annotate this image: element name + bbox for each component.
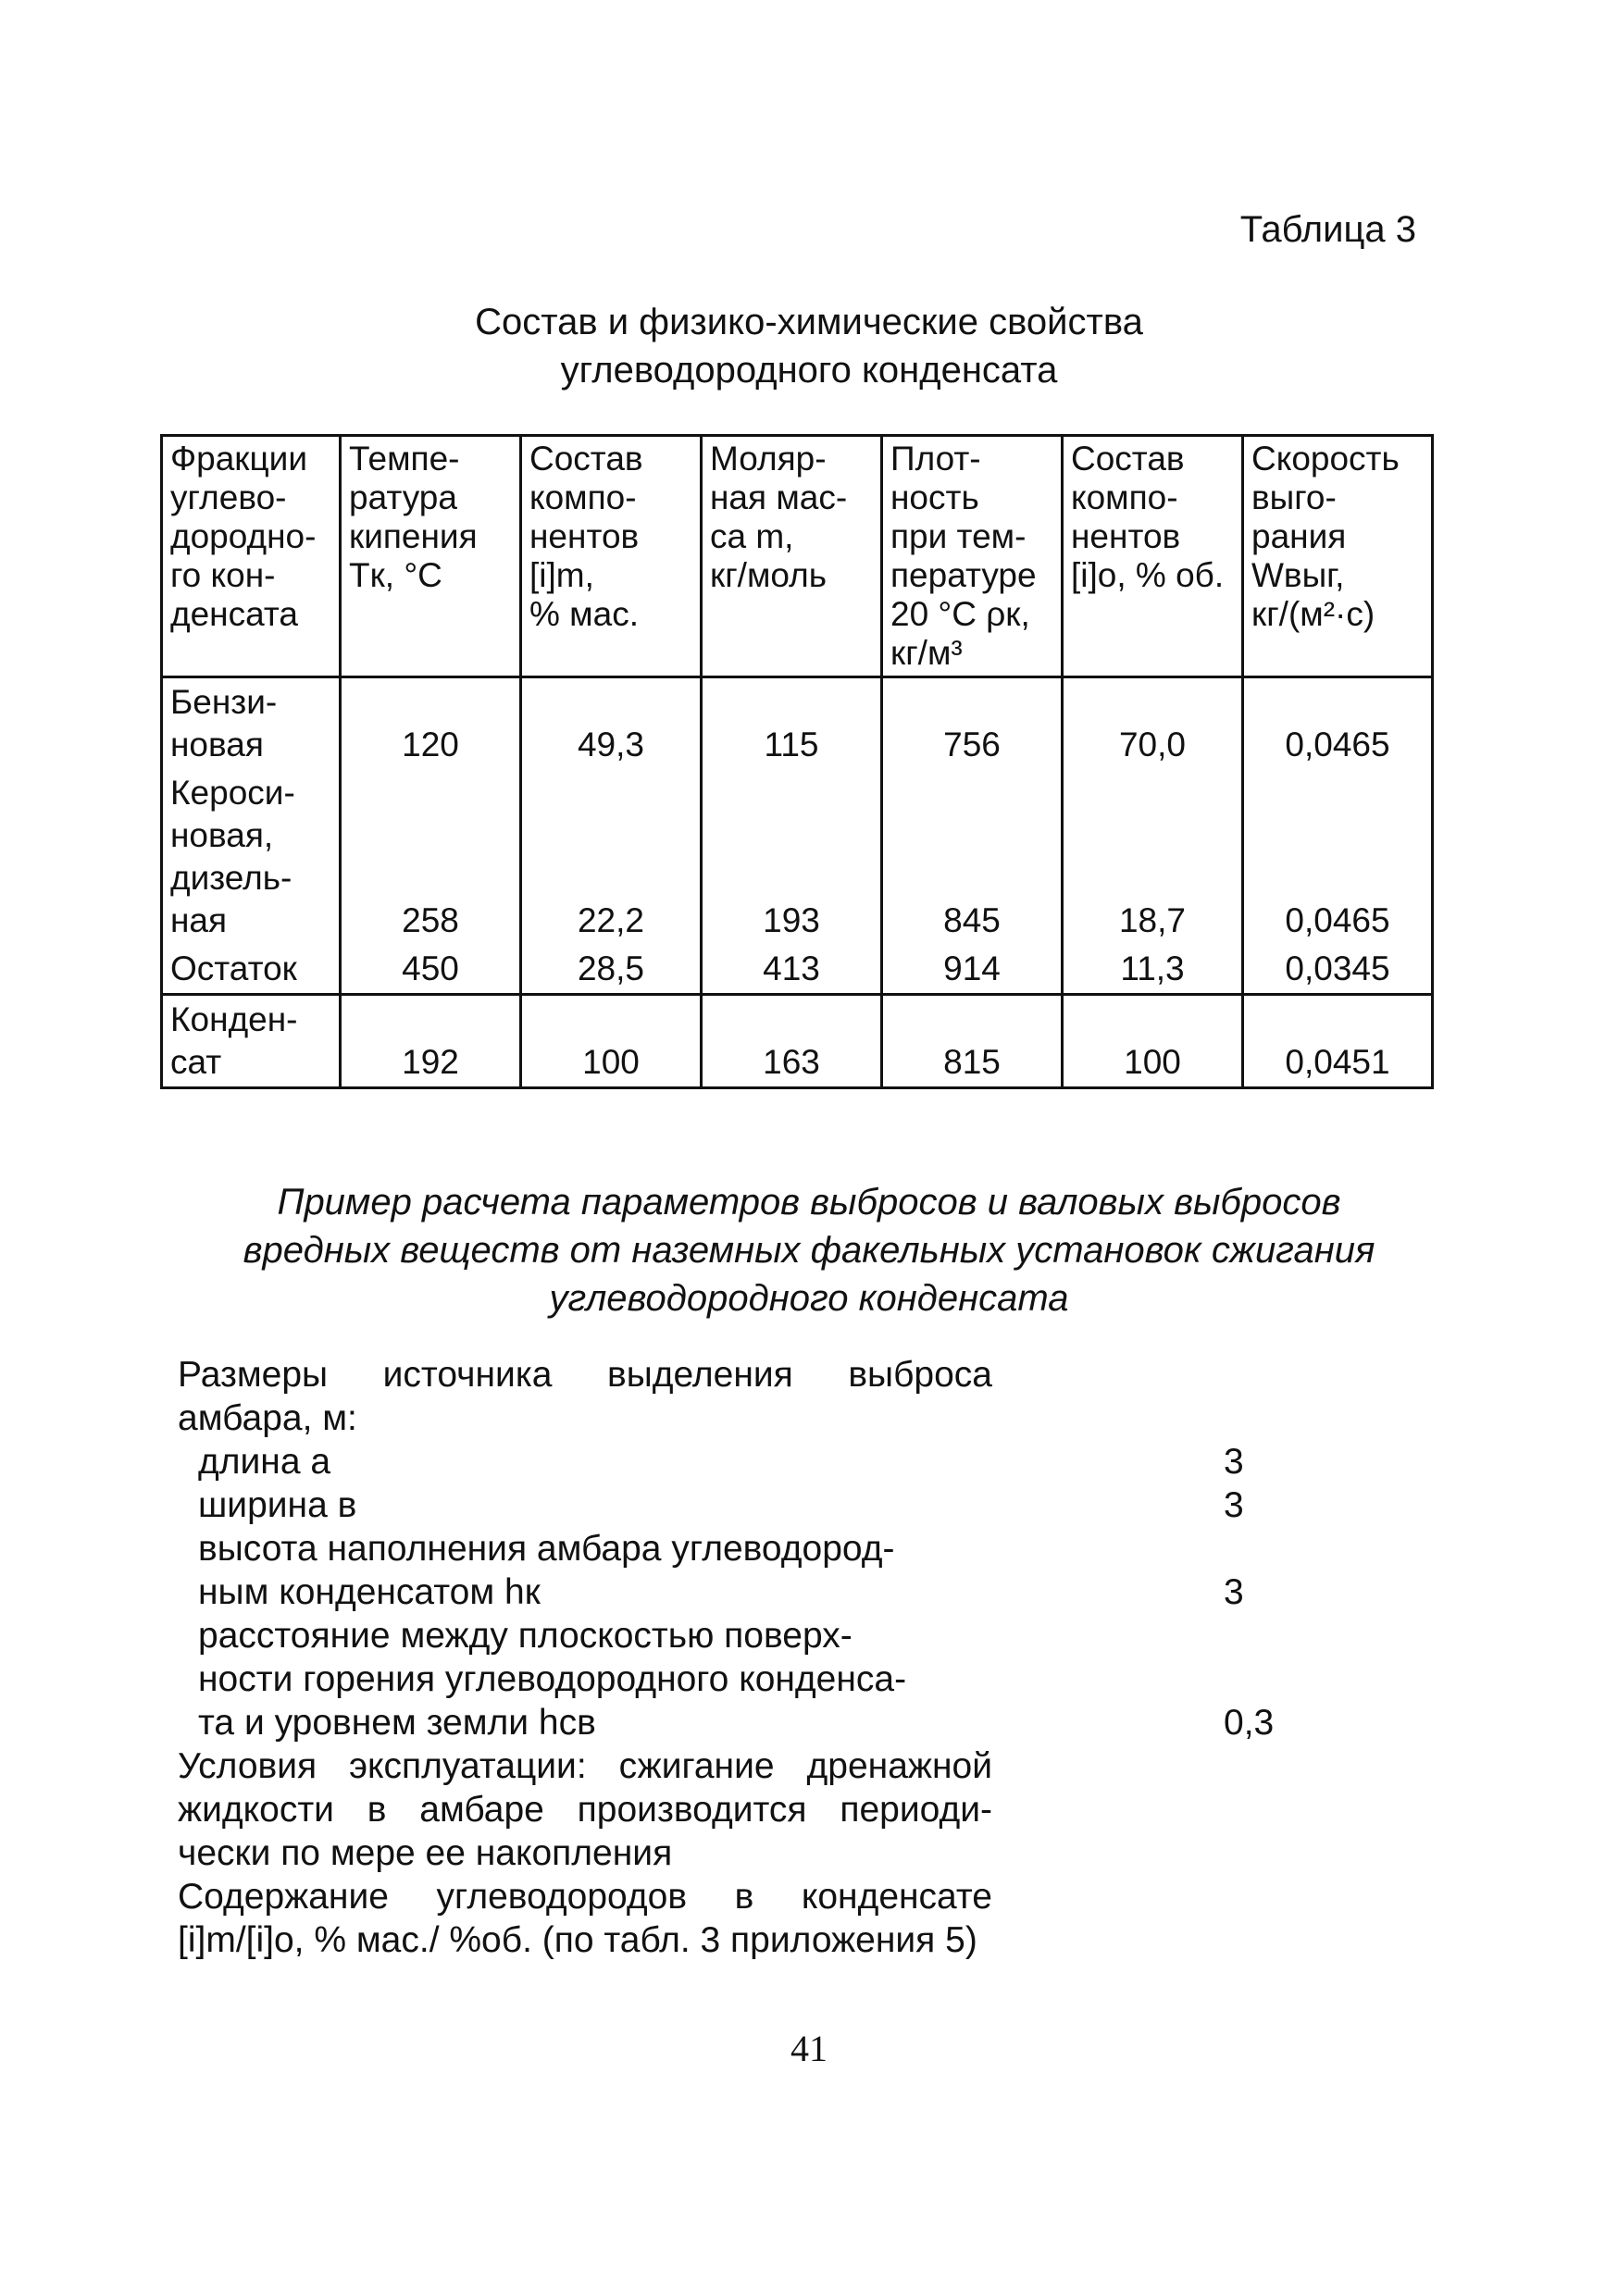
value-cell: 914 <box>882 945 1063 995</box>
conditions-text: Условия эксплуатации: сжигание дренажной <box>178 1746 992 1786</box>
page-number: 41 <box>790 2028 828 2069</box>
fraction-name-cell: Кероси- новая, дизель- ная <box>162 769 341 945</box>
param-label: ширина в <box>198 1485 357 1525</box>
param-label: высота наполнения амбара углеводород- <box>198 1529 895 1569</box>
caption-line: углеводородного конденсата <box>560 350 1058 391</box>
value-cell: 163 <box>702 995 882 1088</box>
table-header-row <box>162 436 1433 677</box>
param-value: 3 <box>1224 1485 1244 1525</box>
value-cell: 0,0465 <box>1243 769 1433 945</box>
example-heading-line: вредных веществ от наземных факельных установок сжигания <box>243 1230 1375 1271</box>
value-cell: 115 <box>702 677 882 770</box>
fraction-name-cell: Остаток <box>162 945 341 995</box>
value-cell: 845 <box>882 769 1063 945</box>
value-cell: 0,0451 <box>1243 995 1433 1088</box>
value-cell: 70,0 <box>1063 677 1243 770</box>
value-cell: 756 <box>882 677 1063 770</box>
table-row <box>162 769 1433 945</box>
value-cell: 120 <box>341 677 521 770</box>
value-cell: 0,0465 <box>1243 677 1433 770</box>
value-cell: 28,5 <box>521 945 702 995</box>
header-molar-mass: Моляр- ная мас- са m, кг/моль <box>702 436 882 677</box>
example-heading <box>0 1178 1618 1322</box>
caption-line: Состав и физико-химические свойства <box>475 302 1143 342</box>
table-row <box>162 677 1433 770</box>
header-burn-rate: Скорость выго- рания Wвыг, кг/(м²·с) <box>1243 436 1433 677</box>
param-label: ности горения углеводородного конденса- <box>198 1659 907 1699</box>
value-cell: 413 <box>702 945 882 995</box>
header-fraction: Фракции углево- дородно- го кон- денсата <box>162 436 341 677</box>
fraction-name-cell: Бензи- новая <box>162 677 341 770</box>
example-heading-line: углеводородного конденсата <box>549 1278 1069 1319</box>
example-heading-line: Пример расчета параметров выбросов и валовых выбросов <box>277 1182 1341 1222</box>
header-boiling-temperature: Темпе- ратура кипения Tк, °С <box>341 436 521 677</box>
header-density: Плот- ность при тем- пературе 20 °С ρк, кг/м³ <box>882 436 1063 677</box>
param-label: длина а <box>198 1442 331 1482</box>
source-size-text: Размеры источника выделения выброса <box>178 1355 992 1395</box>
value-cell: 11,3 <box>1063 945 1243 995</box>
param-row-height <box>178 1527 1335 1614</box>
condensate-properties-table <box>160 434 1434 1089</box>
source-parameters <box>178 1353 1335 1962</box>
value-cell: 450 <box>341 945 521 995</box>
param-value: 3 <box>1224 1442 1244 1482</box>
value-cell: 18,7 <box>1063 769 1243 945</box>
param-value: 3 <box>1224 1572 1244 1612</box>
content-text: [i]m/[i]о, % мас./ %об. (по табл. 3 приложения 5) <box>178 1920 977 1960</box>
param-value: 0,3 <box>1224 1703 1275 1743</box>
value-cell: 815 <box>882 995 1063 1088</box>
value-cell: 49,3 <box>521 677 702 770</box>
table-row <box>162 945 1433 995</box>
table-number-label: Таблица 3 <box>1239 209 1416 250</box>
header-volume-composition: Состав компо- нентов [i]о, % об. <box>1063 436 1243 677</box>
conditions-text: чески по мере ее накопления <box>178 1833 673 1873</box>
value-cell: 22,2 <box>521 769 702 945</box>
table-caption <box>0 298 1618 394</box>
param-row-length <box>178 1440 1335 1483</box>
fraction-name-cell: Конден- сат <box>162 995 341 1088</box>
param-label: та и уровнем земли hсв <box>198 1703 596 1743</box>
value-cell: 192 <box>341 995 521 1088</box>
param-row-distance <box>178 1614 1335 1744</box>
content-text: Содержание углеводородов в конденсате <box>178 1877 992 1917</box>
header-mass-composition: Состав компо- нентов [i]m, % мас. <box>521 436 702 677</box>
source-size-text: амбара, м: <box>178 1398 357 1438</box>
value-cell: 100 <box>521 995 702 1088</box>
table-row-total <box>162 995 1433 1088</box>
value-cell: 193 <box>702 769 882 945</box>
value-cell: 258 <box>341 769 521 945</box>
param-label: расстояние между плоскостью поверх- <box>198 1616 853 1656</box>
value-cell: 100 <box>1063 995 1243 1088</box>
value-cell: 0,0345 <box>1243 945 1433 995</box>
param-row-width <box>178 1483 1335 1527</box>
conditions-text: жидкости в амбаре производится периоди- <box>178 1790 992 1830</box>
param-label: ным конденсатом hк <box>198 1572 541 1612</box>
